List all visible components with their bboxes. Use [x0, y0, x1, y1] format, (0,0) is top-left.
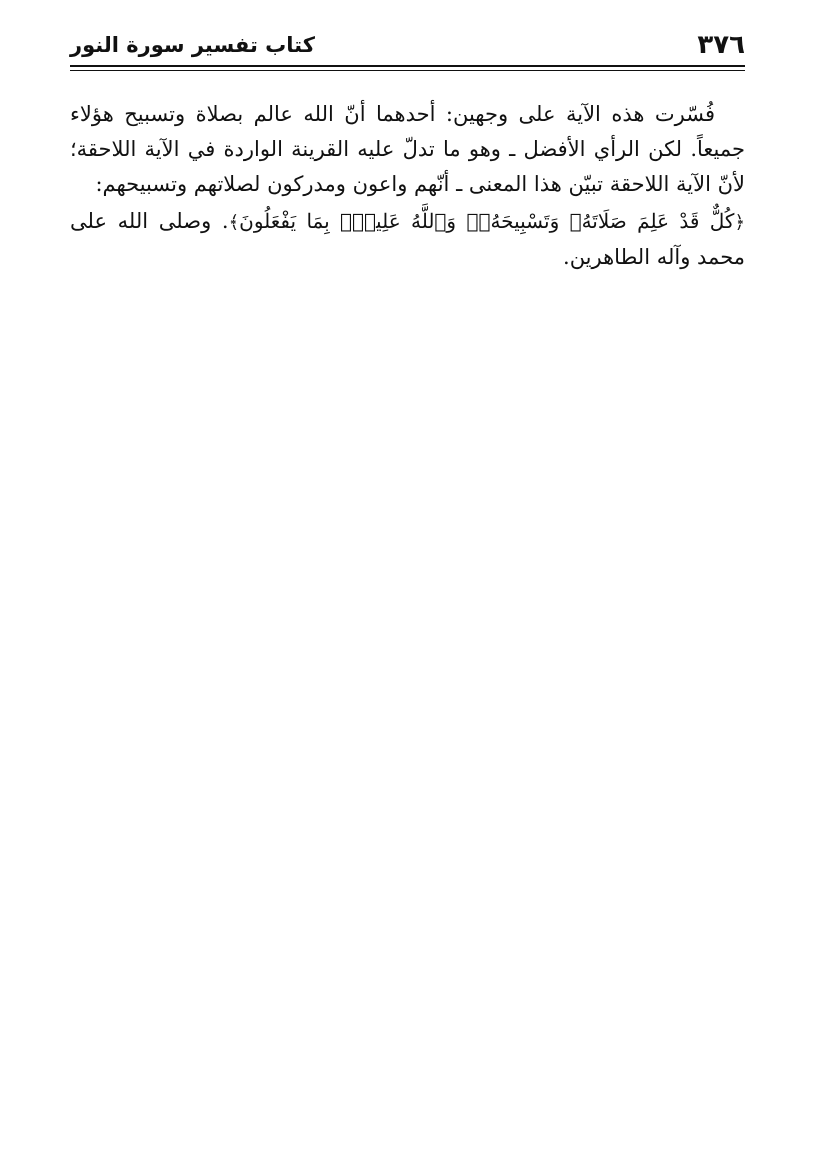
- verse-close-bracket: ﴾: [228, 212, 240, 233]
- closing-text: . وصلى الله على محمد وآله الطاهرين.: [70, 209, 745, 269]
- main-text: [70, 97, 745, 275]
- header-rule-thin: [70, 70, 745, 71]
- quran-verse: كُلٌّ قَدْ عَلِمَ صَلَاتَهُۥ وَتَسْبِيحَهُۥۗ وَٱللَّهُ عَلِيمٌۢ بِمَا يَفْعَلُونَ: [239, 209, 735, 233]
- running-title: كتاب تفسير سورة النور: [70, 33, 315, 57]
- page-header: [70, 24, 745, 64]
- paragraph: فُسّرت هذه الآية على وجهين: أحدهما أنّ الله عالم بصلاة وتسبيح هؤلاء جميعاً. لكن الرأي الأفضل ـ وهو ما تدلّ عليه القرينة الواردة في الآية اللاحقة؛ لأنّ الآية اللاحقة تبيّن هذا المعنى ـ أنّهم واعون ومدركون لصلاتهم وتسبيحهم:: [70, 102, 745, 196]
- verse-paragraph: [70, 204, 745, 275]
- page-number: ٣٧٦: [697, 30, 745, 60]
- verse-open-bracket: ﴿: [734, 212, 746, 233]
- header-rule-thick: [70, 65, 745, 67]
